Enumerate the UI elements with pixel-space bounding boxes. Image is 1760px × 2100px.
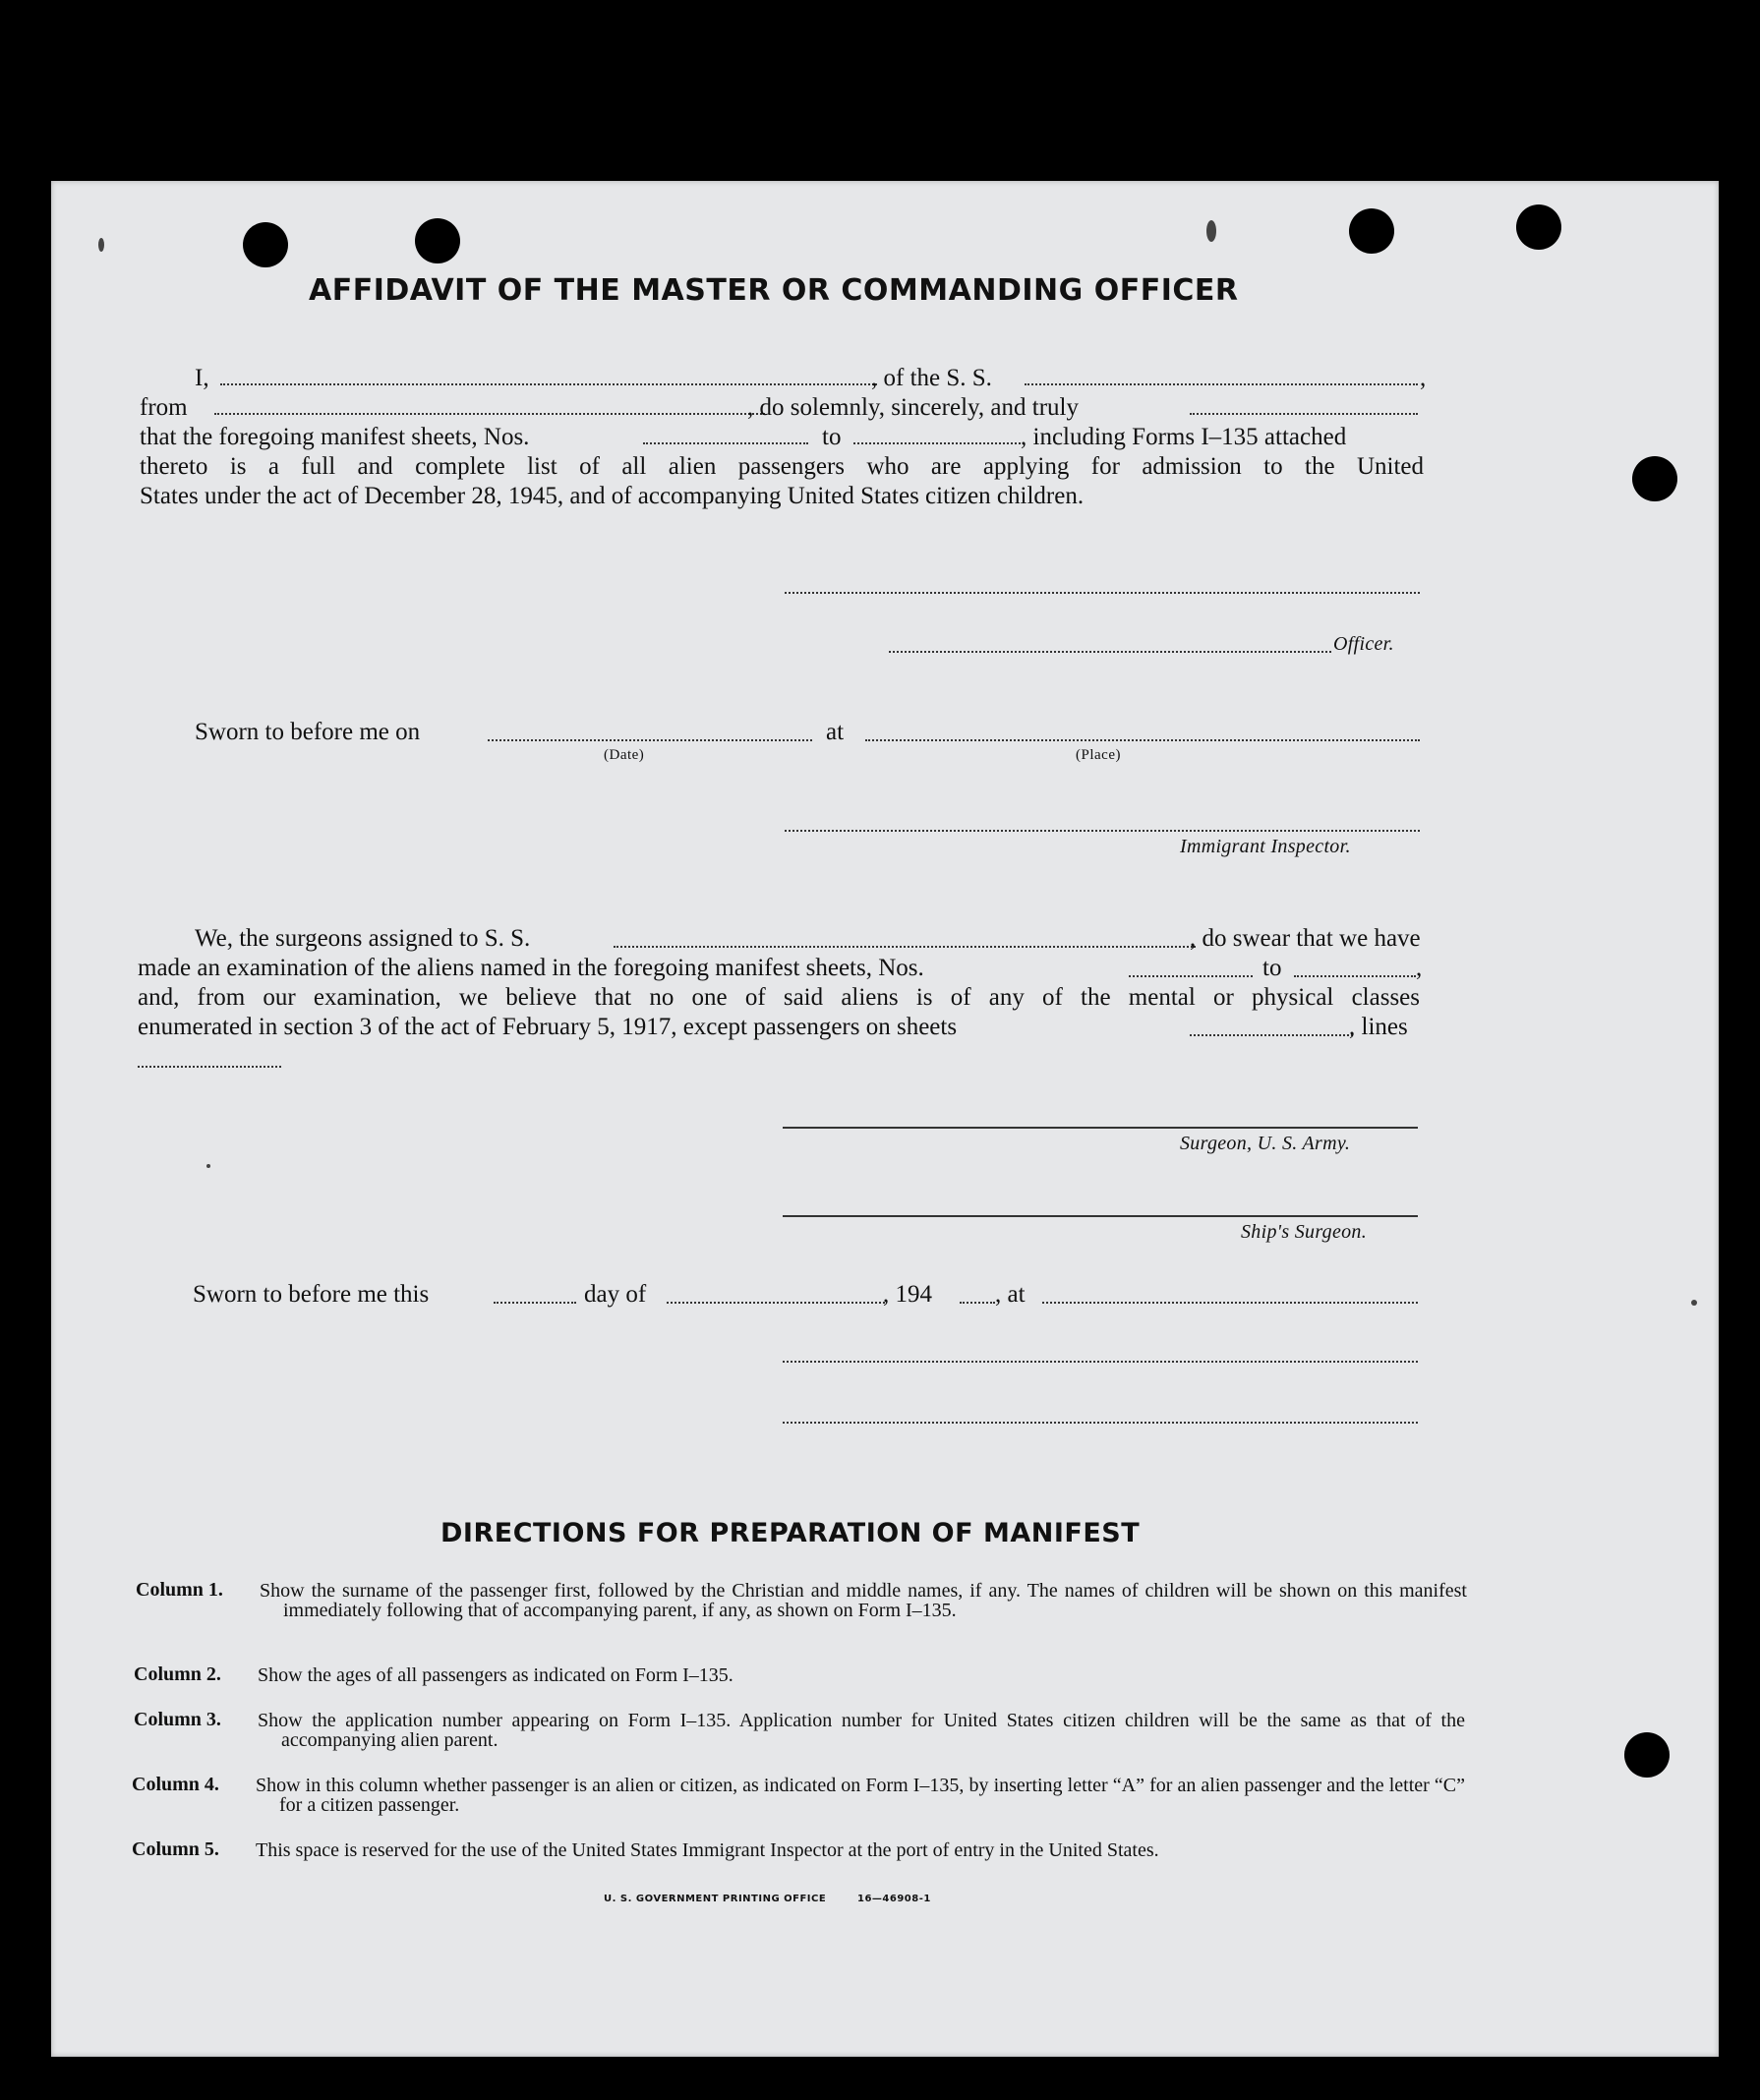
printing-office: U. S. GOVERNMENT PRINTING OFFICE (604, 1894, 827, 1904)
army-surgeon-signature-line[interactable] (783, 1127, 1418, 1129)
label-that: that the foregoing manifest sheets, Nos. (140, 424, 530, 450)
inspector-signature-line[interactable] (785, 830, 1420, 832)
ship-surgeon-signature-line[interactable] (783, 1215, 1418, 1217)
day-field[interactable] (494, 1302, 576, 1304)
speck (206, 1164, 210, 1168)
label-swear: , do swear that we have (1190, 925, 1421, 952)
from-field[interactable] (214, 413, 765, 415)
label-i: I, (195, 365, 209, 391)
directions-title: DIRECTIONS FOR PREPARATION OF MANIFEST (440, 1518, 1141, 1548)
punch-hole (1516, 204, 1561, 250)
sheets2-to-field[interactable] (1294, 975, 1416, 977)
column-1-label: Column 1. (136, 1579, 223, 1601)
punch-hole (1632, 456, 1677, 501)
label-year: , 194 (883, 1281, 932, 1308)
date-field[interactable] (488, 739, 812, 741)
surgeon-ship-field[interactable] (614, 946, 1196, 948)
punch-hole (415, 218, 460, 263)
label-from: from (140, 394, 188, 421)
para1-line5: States under the act of December 28, 1945, and of accompanying United States citizen children. (140, 483, 1085, 509)
sheets-to-field[interactable] (853, 442, 1025, 444)
truly-field[interactable] (1190, 413, 1418, 415)
label-day-of: day of (584, 1281, 647, 1308)
punch-hole (243, 222, 288, 267)
except-sheets-field[interactable] (1190, 1034, 1353, 1036)
column-2-text: Show the ages of all passengers as indicated on Form I–135. (258, 1664, 733, 1686)
sworn-this-text: Sworn to before me this (193, 1281, 430, 1308)
speck (98, 238, 104, 252)
officer-signature-line[interactable] (889, 651, 1331, 653)
column-2-label: Column 2. (134, 1663, 221, 1685)
speck (1691, 1300, 1697, 1306)
column-4-text: Show in this column whether passenger is an alien or citizen, as indicated on Form I–135, by inserting letter “A” for an alien passenger and the letter “C” for a citizen passenger. (256, 1775, 1465, 1816)
ship-field[interactable] (1025, 383, 1418, 385)
para2-line3: and, from our examination, we believe that no one of said aliens is of any of the mental or physical classes (138, 984, 1420, 1011)
punch-hole (1349, 208, 1394, 254)
label-to: to (822, 424, 842, 450)
place-field[interactable] (865, 739, 1420, 741)
label-lines: , lines (1349, 1014, 1408, 1040)
speck (1206, 220, 1216, 242)
form-page (51, 181, 1719, 2057)
lines-field[interactable] (138, 1066, 281, 1068)
signature-line-3[interactable] (783, 1422, 1418, 1424)
label-at-2: , at (995, 1281, 1026, 1308)
para1-line4: thereto is a full and complete list of all alien passengers who are applying for admission to the United (140, 453, 1424, 480)
sheets2-from-field[interactable] (1129, 975, 1253, 977)
label-enumerated: enumerated in section 3 of the act of February 5, 1917, except passengers on sheets (138, 1014, 958, 1040)
column-5-label: Column 5. (132, 1838, 219, 1860)
sheets-from-field[interactable] (643, 442, 808, 444)
name-field[interactable] (220, 383, 877, 385)
signature-line[interactable] (785, 592, 1420, 594)
comma-2: , (1416, 955, 1423, 981)
inspector-label: Immigrant Inspector. (1180, 836, 1351, 857)
label-including: , including Forms I–135 attached (1021, 424, 1347, 450)
label-made: made an examination of the aliens named in the foregoing manifest sheets, Nos. (138, 955, 924, 981)
place2-field[interactable] (1042, 1302, 1418, 1304)
place-caption: (Place) (1076, 747, 1121, 763)
affidavit-title: AFFIDAVIT OF THE MASTER OR COMMANDING OFFICER (309, 273, 1239, 308)
label-of-ss: , of the S. S. (871, 365, 992, 391)
column-4-label: Column 4. (132, 1774, 219, 1795)
ship-surgeon-label: Ship's Surgeon. (1241, 1221, 1368, 1243)
sworn-text: Sworn to before me on (195, 719, 421, 745)
label-to-2: to (1262, 955, 1282, 981)
officer-label: Officer. (1333, 633, 1394, 655)
signature-line-2[interactable] (783, 1361, 1418, 1363)
month-field[interactable] (667, 1302, 885, 1304)
column-5-text: This space is reserved for the use of the United States Immigrant Inspector at the port of entry in the United States. (256, 1839, 1159, 1861)
column-3-text: Show the application number appearing on Form I–135. Application number for United States citizen children will be the same as that of the accompanying alien parent. (258, 1710, 1465, 1751)
label-solemnly: , do solemnly, sincerely, and truly (747, 394, 1079, 421)
column-3-label: Column 3. (134, 1709, 221, 1730)
comma: , (1420, 365, 1427, 391)
form-code: 16—46908-1 (857, 1894, 931, 1904)
punch-hole (1624, 1732, 1670, 1778)
column-1-text: Show the surname of the passenger first, followed by the Christian and middle names, if any. The names of children will be shown on this manifest immediately following that of accompanying parent, if any, as shown on Form I–135. (260, 1580, 1467, 1621)
date-caption: (Date) (604, 747, 645, 763)
year-field[interactable] (960, 1302, 995, 1304)
surgeon-army-label: Surgeon, U. S. Army. (1180, 1133, 1351, 1154)
label-we: We, the surgeons assigned to S. S. (195, 925, 531, 952)
label-at: at (826, 719, 845, 745)
